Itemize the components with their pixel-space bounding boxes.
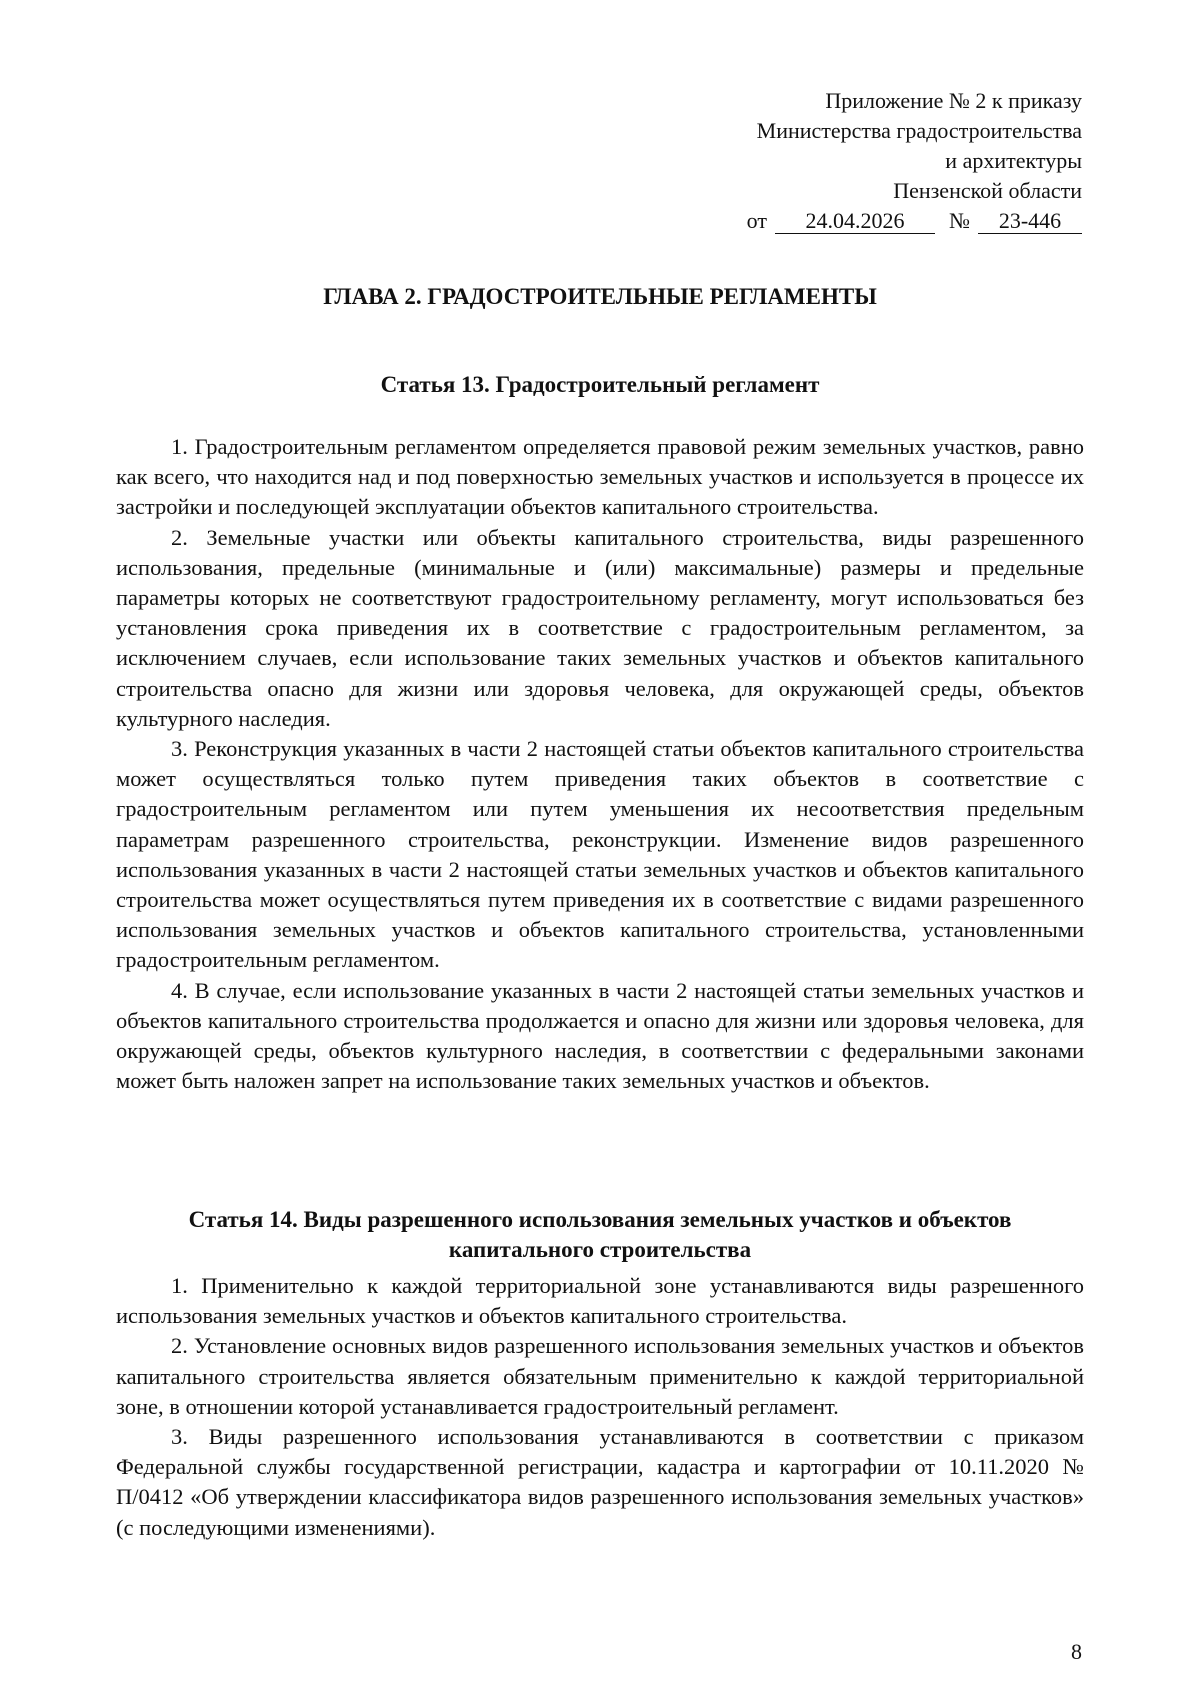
order-from-label: от xyxy=(746,208,767,233)
appendix-line: и архитектуры xyxy=(945,148,1082,173)
order-number: 23-446 xyxy=(978,209,1082,234)
article-13-body xyxy=(116,432,1084,1096)
page-number: 8 xyxy=(1071,1639,1082,1664)
article-13-paragraph-2: 2. Земельные участки или объекты капитального строительства, виды разрешенного использования, предельные (минимальные и (или) максимальные) размеры и предельные параметры которых не соответствуют градостроительному регламенту, могут использоваться без установления срока приведения их в соответствие с градостроительным регламентом, за исключением случаев, если использование таких земельных участков и объектов капитального строительства опасно для жизни или здоровья человека, для окружающей среды, объектов культурного наследия. xyxy=(116,524,1084,731)
order-number-label: № xyxy=(949,208,970,233)
appendix-header xyxy=(682,86,1082,236)
appendix-line: Приложение № 2 к приказу xyxy=(825,88,1082,113)
article-13-paragraph-4: 4. В случае, если использование указанных в части 2 настоящей статьи земельных участков и объектов капитального строительства продолжается и опасно для жизни или здоровья человека, для окружающей среды, объектов культурного наследия, в соответствии с федеральными законами может быть наложен запрет на использование таких земельных участков и объектов. xyxy=(116,977,1084,1094)
article-13-paragraph-1: 1. Градостроительным регламентом определяется правовой режим земельных участков, равно как всего, что находится над и под поверхностью земельных участков и используется в процессе их застройки и последующей эксплуатации объектов капитального строительства. xyxy=(116,434,1084,520)
article-14-paragraph-3: 3. Виды разрешенного использования устанавливаются в соответствии с приказом Федеральной службы государственной регистрации, кадастра и картографии от 10.11.2020 № П/0412 «Об утверждении классификатора видов разрешенного использования земельных участков» (с последующими изменениями). xyxy=(116,1424,1084,1540)
article-14-paragraph-2: 2. Установление основных видов разрешенного использования земельных участков и объектов капитального строительства является обязательным применительно к каждой территориальной зоне, в отношении которой устанавливается градостроительный регламент. xyxy=(116,1333,1084,1419)
appendix-line: Пензенской области xyxy=(893,178,1082,203)
chapter-title: ГЛАВА 2. ГРАДОСТРОИТЕЛЬНЫЕ РЕГЛАМЕНТЫ xyxy=(323,284,877,309)
article-14-title: Статья 14. Виды разрешенного использования земельных участков и объектов капитального строительства xyxy=(188,1207,1012,1262)
appendix-line: Министерства градостроительства xyxy=(756,118,1082,143)
article-13-title: Статья 13. Градостроительный регламент xyxy=(380,372,820,397)
article-14-body xyxy=(116,1271,1084,1543)
article-13-paragraph-3: 3. Реконструкция указанных в части 2 настоящей статьи объектов капитального строительства может осуществляться только путем приведения таких объектов в соответствие с градостроительным регламентом или путем уменьшения их несоответствия предельным параметрам разрешенного строительства, реконструкции. Изменение видов разрешенного использования указанных в части 2 настоящей статьи земельных участков и объектов капитального строительства может осуществляться путем приведения их в соответствие с видами разрешенного использования земельных участков и объектов капитального строительства, установленными градостроительным регламентом. xyxy=(116,736,1084,973)
order-reference xyxy=(682,206,1082,236)
order-date: 24.04.2026 xyxy=(775,209,935,234)
article-14-paragraph-1: 1. Применительно к каждой территориальной зоне устанавливаются виды разрешенного использования земельных участков и объектов капитального строительства. xyxy=(116,1273,1084,1329)
